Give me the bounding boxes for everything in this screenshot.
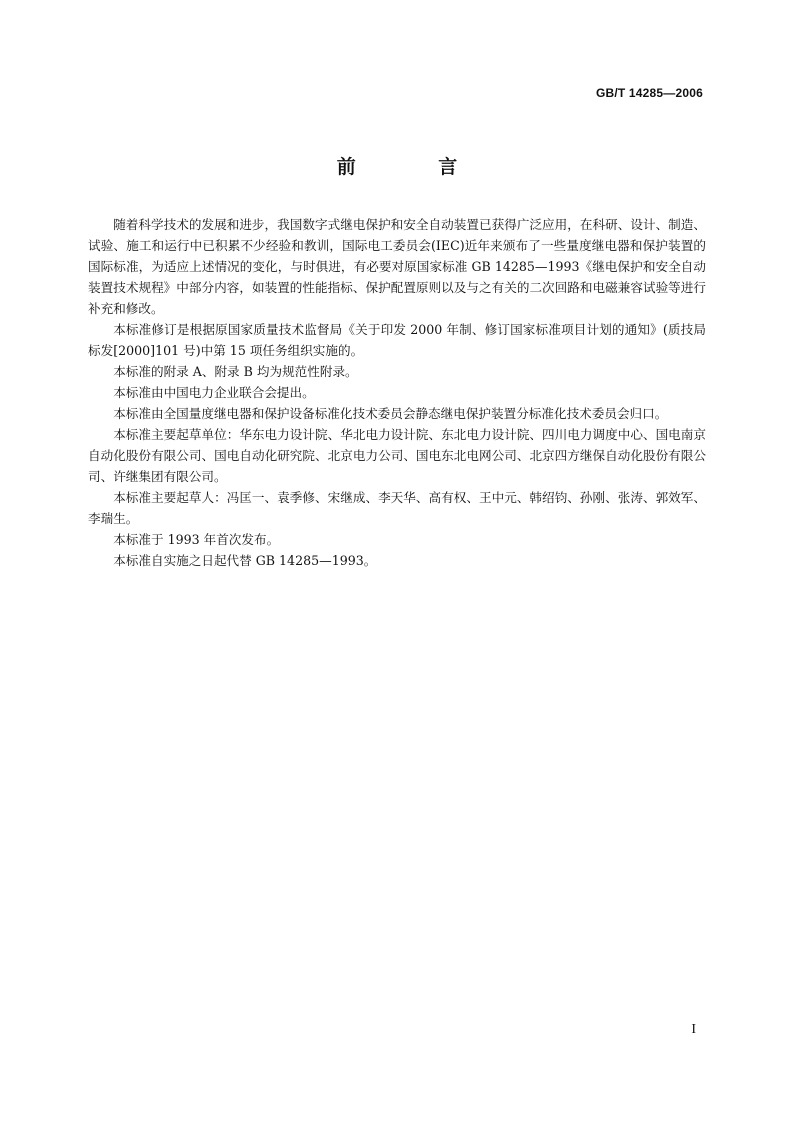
page-title: 前 言 (336, 156, 496, 178)
paragraph-revision-basis: 本标准修订是根据原国家质量技术监督局《关于印发 2000 年制、修订国家标准项目计划的通知》(质技局标发[2000]101 号)中第 15 项任务组织实施的。 (88, 322, 706, 358)
paragraph-centralized-by: 本标准由全国量度继电器和保护设备标准化技术委员会静态继电保护装置分标准化技术委员会归口。 (113, 406, 668, 421)
paragraph-background: 随着科学技术的发展和进步，我国数字式继电保护和安全自动装置已获得广泛应用，在科研、设计、制造、试验、施工和运行中已积累不少经验和教训，国际电工委员会(IEC)近年来颁布了一些量度继电器和保护装置的国际标准，为适应上述情况的变化，与时俱进，有必要对原国家标准 GB 14285—1993《继电保护和安全自动装置技术规程》中部分内容，如装置的性能指标、保护配置原则以及与之有关的二次回路和电磁兼容试验等进行补充和修改。 (88, 217, 706, 316)
paragraph-replacement: 本标准自实施之日起代替 GB 14285—1993。 (113, 553, 377, 568)
paragraph-appendices: 本标准的附录 A、附录 B 均为规范性附录。 (113, 364, 358, 379)
paragraph-drafting-units: 本标准主要起草单位：华东电力设计院、华北电力设计院、东北电力设计院、四川电力调度中心、国电南京自动化股份有限公司、国电自动化研究院、北京电力公司、国电东北电网公司、北京四方继保自动化股份有限公司、许继集团有限公司。 (88, 427, 706, 484)
standard-number: GB/T 14285—2006 (595, 86, 703, 100)
paragraph-proposer: 本标准由中国电力企业联合会提出。 (113, 385, 315, 400)
document-body (88, 214, 706, 571)
paragraph-drafters: 本标准主要起草人：冯匡一、袁季修、宋继成、李天华、高有权、王中元、韩绍钧、孙刚、张涛、郭效军、李瑞生。 (88, 490, 706, 526)
page-number: I (691, 1022, 696, 1037)
paragraph-first-issue: 本标准于 1993 年首次发布。 (113, 532, 280, 547)
